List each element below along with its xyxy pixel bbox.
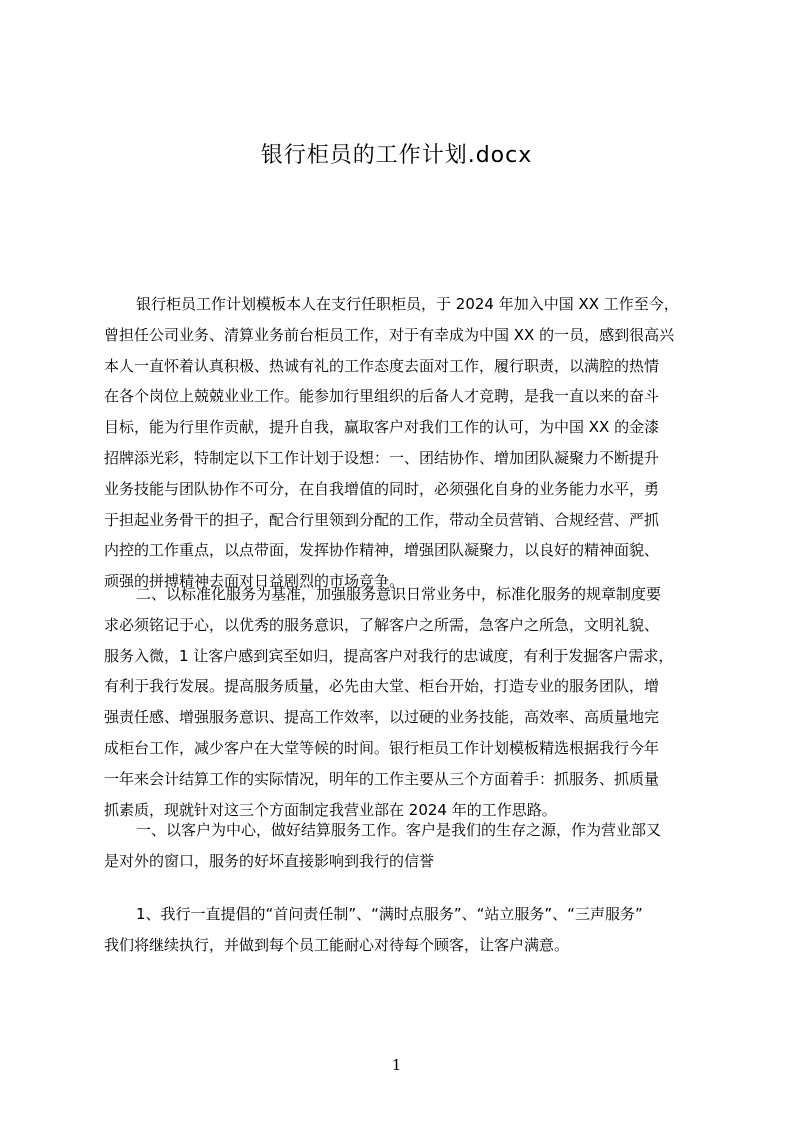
paragraph-line: 本人一直怀着认真积极、热诚有礼的工作态度去面对工作，履行职责，以满腔的热情 [104, 356, 660, 375]
paragraph-line: 招牌添光彩，特制定以下工作计划于设想：一、团结协作、增加团队凝聚力不断提升 [104, 448, 660, 467]
paragraph-line: 求必须铭记于心，以优秀的服务意识，了解客户之所需，急客户之所急，文明礼貌、 [104, 615, 660, 634]
paragraph-line: 业务技能与团队协作不可分，在自我增值的同时，必须强化自身的业务能力水平，勇 [104, 479, 660, 498]
paragraph-line: 是对外的窗口，服务的好坏直接影响到我行的信誉 [104, 851, 435, 870]
paragraph-line: 有利于我行发展。提高服务质量，必先由大堂、柜台开始，打造专业的服务团队，增 [104, 677, 660, 696]
paragraph-line: 顽强的拼搏精神去面对日益剧烈的市场竞争。 [104, 572, 405, 591]
paragraph-line: 内控的工作重点，以点带面，发挥协作精神，增强团队凝聚力，以良好的精神面貌、 [104, 541, 660, 560]
paragraph-line: 于担起业务骨干的担子，配合行里领到分配的工作，带动全员营销、合规经营、严抓 [104, 510, 660, 529]
document-title: 银行柜员的工作计划.docx [260, 143, 533, 168]
page-number: 1 [391, 1056, 402, 1074]
paragraph-line: 一、以客户为中心，做好结算服务工作。客户是我们的生存之源，作为营业部又 [136, 821, 662, 839]
paragraph-line: 曾担任公司业务、清算业务前台柜员工作，对于有幸成为中国 XX 的一员，感到很高兴 [104, 325, 675, 344]
paragraph-line: 强责任感、增强服务意识、提高工作效率，以过硬的业务技能，高效率、高质量地完 [104, 708, 660, 727]
paragraph-line: 我们将继续执行，并做到每个员工能耐心对待每个顾客，让客户满意。 [104, 935, 570, 954]
paragraph-standardized-service [104, 579, 744, 825]
paragraph-line: 目标，能为行里作贡献，提升自我，赢取客户对我们工作的认可，为中国 XX 的金漆 [104, 418, 660, 437]
paragraph-service-system [104, 899, 744, 961]
paragraph-line: 银行柜员工作计划模板本人在支行任职柜员，于 2024 年加入中国 XX 工作至今， [136, 295, 679, 313]
paragraph-customer-centric [104, 815, 744, 877]
paragraph-line: 服务入微，1 让客户感到宾至如归，提高客户对我行的忠诚度，有利于发掘客户需求， [104, 646, 674, 665]
paragraph-line: 抓素质，现就针对这三个方面制定我营业部在 2024 年的工作思路。 [104, 800, 557, 819]
paragraph-line: 成柜台工作，减少客户在大堂等候的时间。银行柜员工作计划模板精选根据我行今年 [104, 738, 660, 757]
paragraph-line: 在各个岗位上兢兢业业工作。能参加行里组织的后备人才竞聘，是我一直以来的奋斗 [104, 387, 660, 406]
paragraph-intro [104, 289, 744, 597]
paragraph-line: 二、以标准化服务为基准，加强服务意识日常业务中，标准化服务的规章制度要 [136, 585, 662, 603]
paragraph-line: 一年来会计结算工作的实际情况，明年的工作主要从三个方面着手：抓服务、抓质量 [104, 769, 660, 788]
paragraph-line: 1、我行一直提倡的“首问责任制”、“满时点服务”、“站立服务”、“三声服务” [136, 905, 643, 923]
